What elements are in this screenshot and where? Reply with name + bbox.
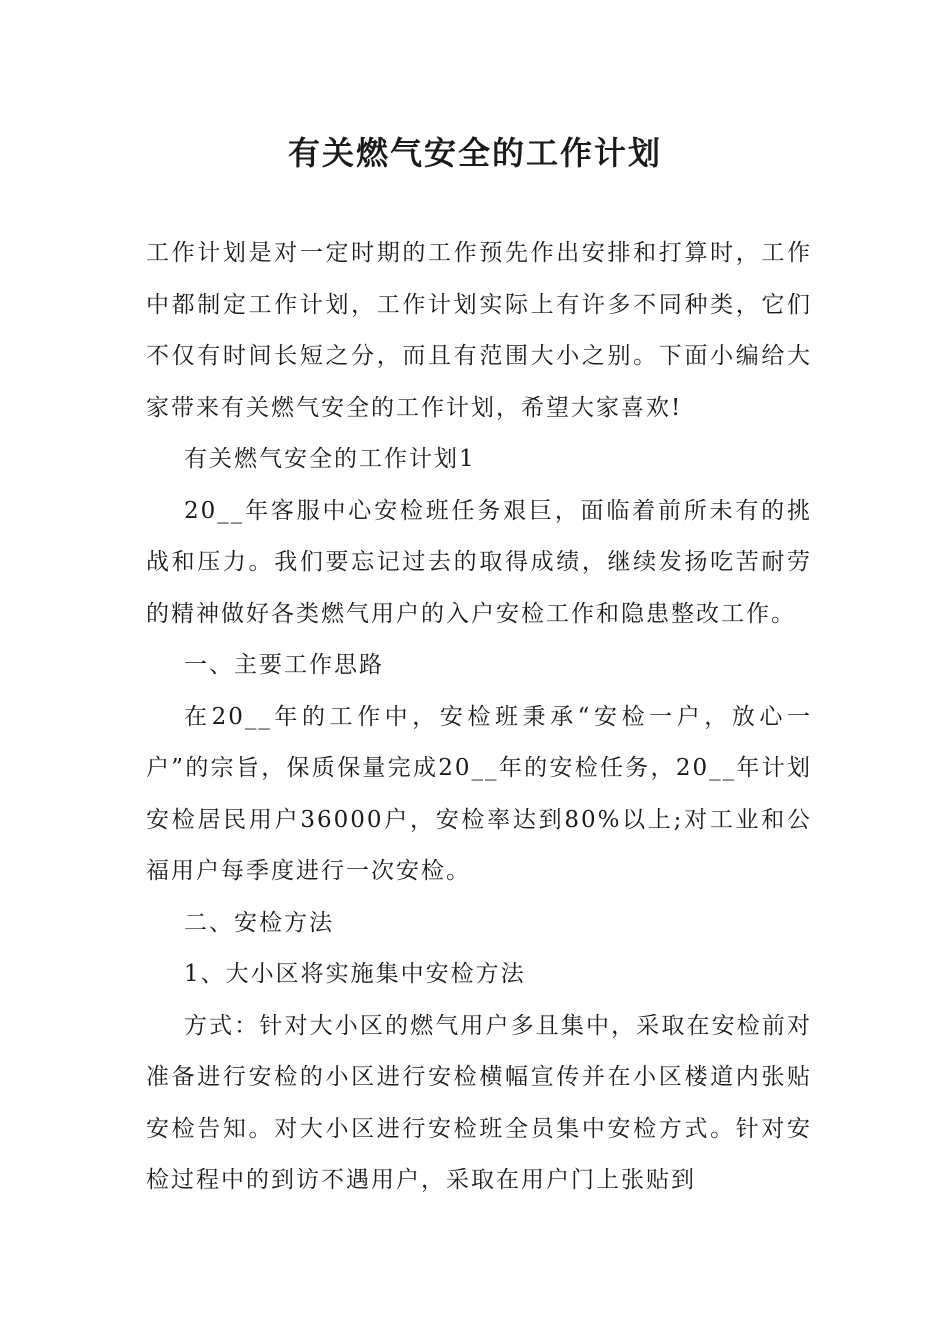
paragraph-intro: 工作计划是对一定时期的工作预先作出安排和打算时，工作中都制定工作计划，工作计划实际上有许多不同种类，它们不仅有时间长短之分，而且有范围大小之别。下面小编给大家带来有关燃气安全的工作计划，希望大家喜欢! [146,240,812,421]
document-body [146,228,812,1207]
paragraph-overview: 20__年客服中心安检班任务艰巨，面临着前所未有的挑战和压力。我们要忘记过去的取得成绩，继续发扬吃苦耐劳的精神做好各类燃气用户的入户安检工作和隐患整改工作。 [146,497,812,627]
paragraph-method-detail: 方式：针对大小区的燃气用户多且集中，采取在安检前对准备进行安检的小区进行安检横幅宣传并在小区楼道内张贴安检告知。对大小区进行安检班全员集中安检方式。针对安检过程中的到访不遇用户，采取在用户门上张贴到 [146,1012,812,1193]
document-title: 有关燃气安全的工作计划 [287,134,662,172]
paragraph-subheading-large-communities: 1、大小区将实施集中安检方法 [184,961,526,987]
paragraph-heading-main-ideas: 一、主要工作思路 [184,652,384,678]
paragraph-main-ideas: 在20__年的工作中，安检班秉承“安检一户，放心一户”的宗旨，保质保量完成20__年的安检任务，20__年计划安检居民用户36000户，安检率达到80%以上;对工业和公福用户每季度进行一次安检。 [146,703,812,884]
paragraph-heading-methods: 二、安检方法 [184,909,334,936]
paragraph-section-heading: 有关燃气安全的工作计划1 [184,446,476,472]
